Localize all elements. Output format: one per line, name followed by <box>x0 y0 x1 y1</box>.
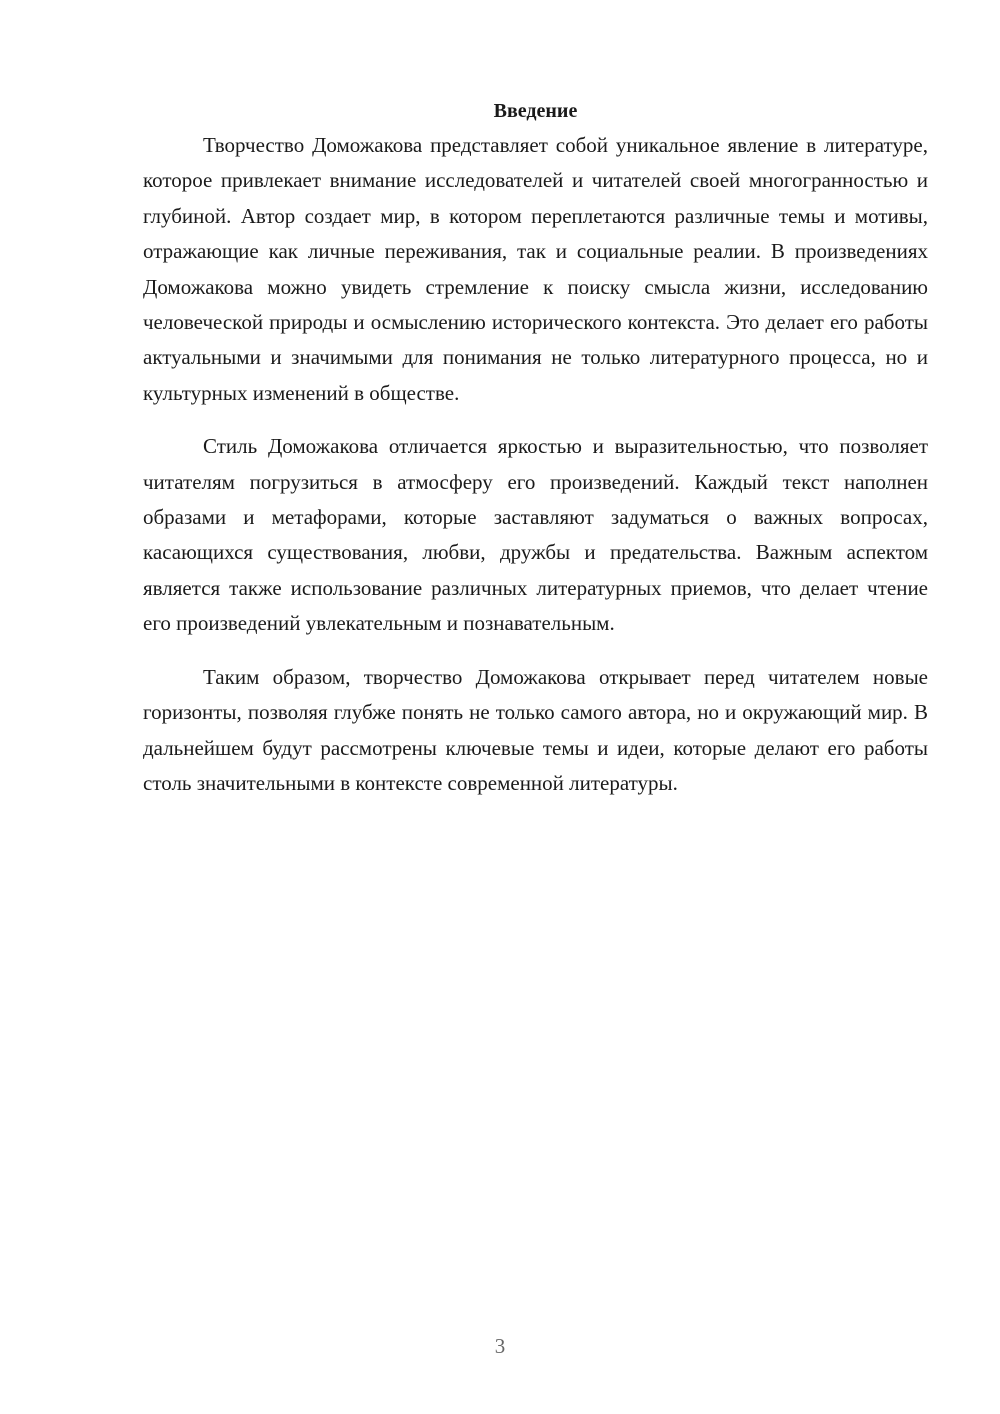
paragraph-2: Стиль Доможакова отличается яркостью и выразительностью, что позволяет читателям погрузиться в атмосферу его произведений. Каждый текст наполнен образами и метафорами, которые заставляют задуматься о важных вопросах, касающихся существования, любви, дружбы и предательства. Важным аспектом является также использование различных литературных приемов, что делает чтение его произведений увлекательным и познавательным. <box>143 434 928 636</box>
paragraph-1: Творчество Доможакова представляет собой уникальное явление в литературе, которое привлекает внимание исследователей и читателей своей многогранностью и глубиной. Автор создает мир, в котором переплетаются различные темы и мотивы, отражающие как личные переживания, так и социальные реалии. В произведениях Доможакова можно увидеть стремление к поиску смысла жизни, исследованию человеческой природы и осмыслению исторического контекста. Это делает его работы актуальными и значимыми для понимания не только литературного процесса, но и культурных изменений в обществе. <box>143 133 928 405</box>
paragraph-3: Таким образом, творчество Доможакова открывает перед читателем новые горизонты, позволяя глубже понять не только самого автора, но и окружающий мир. В дальнейшем будут рассмотрены ключевые темы и идеи, которые делают его работы столь значительными в контексте современной литературы. <box>143 664 928 795</box>
page-number: 3 <box>494 1334 506 1358</box>
section-title: Введение <box>493 100 578 122</box>
document-page <box>143 96 928 819</box>
